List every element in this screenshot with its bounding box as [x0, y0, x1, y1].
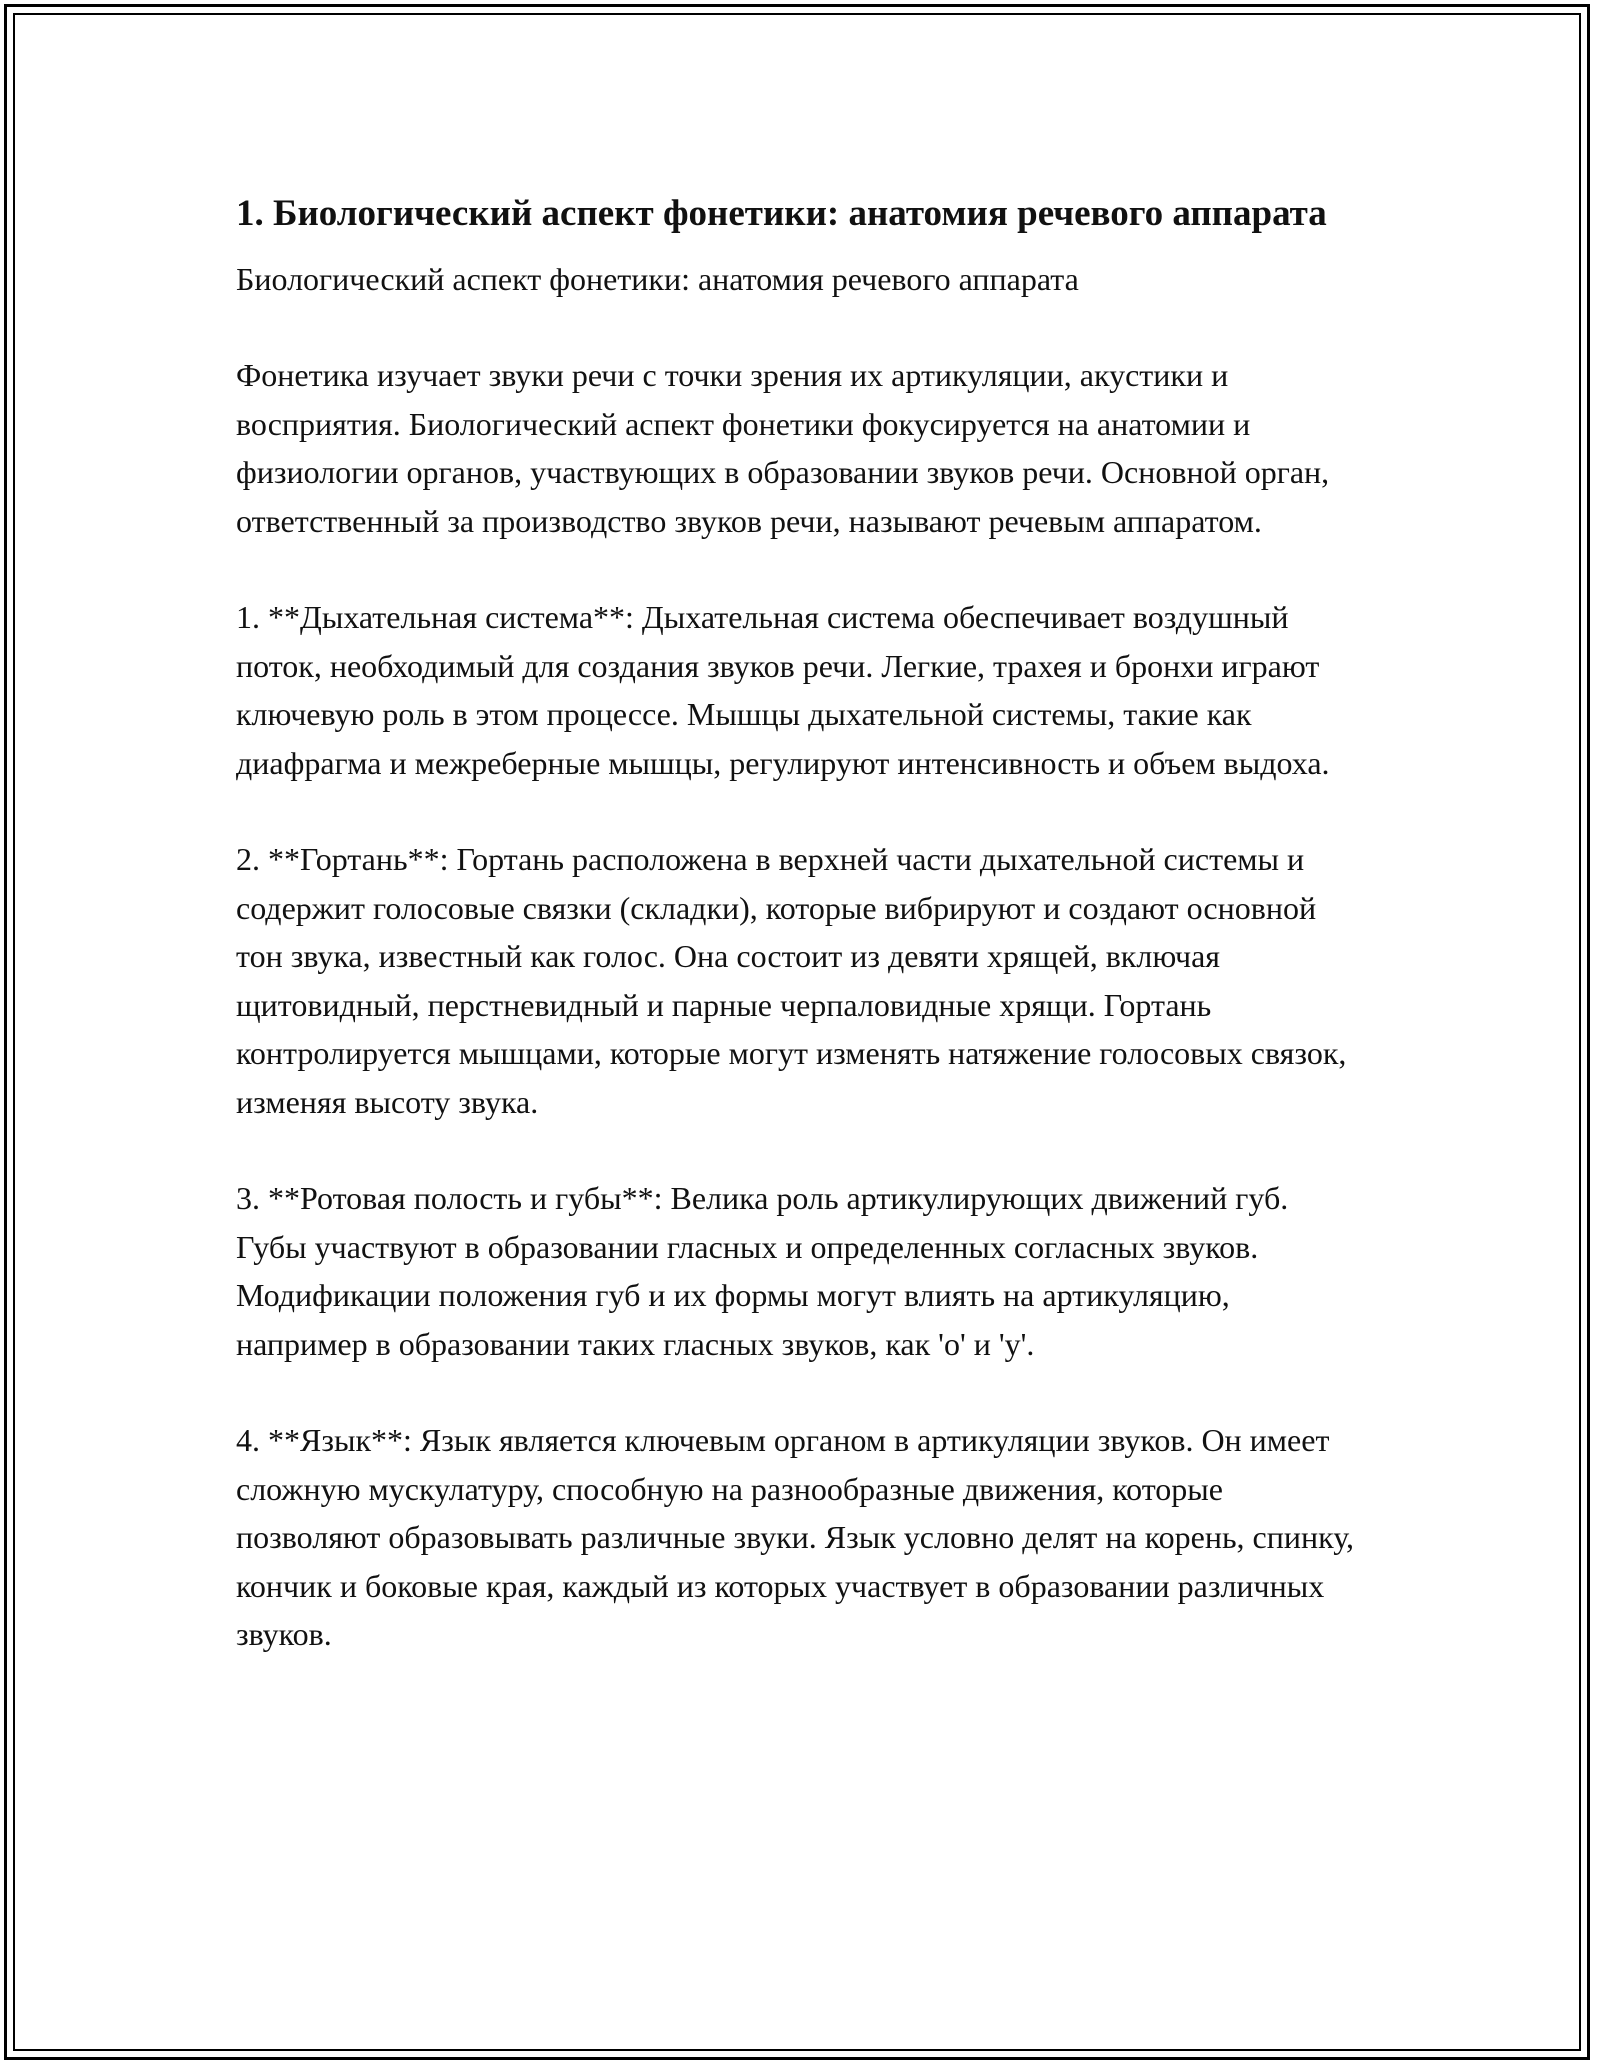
paragraph-tongue: 4. **Язык**: Язык является ключевым органом в артикуляции звуков. Он имеет сложную мускулатуру, способную на разнообразные движения, которые позволяют образовывать различные звуки. Язык условно делят на корень, спинку, кончик и боковые края, каждый из которых участвует в образовании различных звуков. — [236, 1422, 1354, 1652]
paragraph-larynx: 2. **Гортань**: Гортань расположена в верхней части дыхательной системы и содержит голосовые связки (складки), которые вибрируют и создают основной тон звука, известный как голос. Она состоит из девяти хрящей, включая щитовидный, перстневидный и парные черпаловидные хрящи. Гортань контролируется мышцами, которые могут изменять натяжение голосовых связок, изменяя высоту звука. — [236, 841, 1347, 1120]
document-title: 1. Биологический аспект фонетики: анатомия речевого аппарата — [236, 193, 1327, 234]
document-subtitle: Биологический аспект фонетики: анатомия речевого аппарата — [236, 261, 1079, 297]
document-page — [236, 186, 1366, 1659]
paragraph-respiratory-system: 1. **Дыхательная система**: Дыхательная система обеспечивает воздушный поток, необходимый для создания звуков речи. Легкие, трахея и бронхи играют ключевую роль в этом процессе. Мышцы дыхательной системы, такие как диафрагма и межреберные мышцы, регулируют интенсивность и объем выдоха. — [236, 599, 1330, 781]
paragraph-intro: Фонетика изучает звуки речи с точки зрения их артикуляции, акустики и восприятия. Биологический аспект фонетики фокусируется на анатомии и физиологии органов, участвующих в образовании звуков речи. Основной орган, ответственный за производство звуков речи, называют речевым аппаратом. — [236, 357, 1330, 539]
paragraph-oral-cavity-lips: 3. **Ротовая полость и губы**: Велика роль артикулирующих движений губ. Губы участвуют в образовании гласных и определенных согласных звуков. Модификации положения губ и их формы могут влиять на артикуляцию, например в образовании таких гласных звуков, как 'о' и 'у'. — [236, 1180, 1289, 1362]
